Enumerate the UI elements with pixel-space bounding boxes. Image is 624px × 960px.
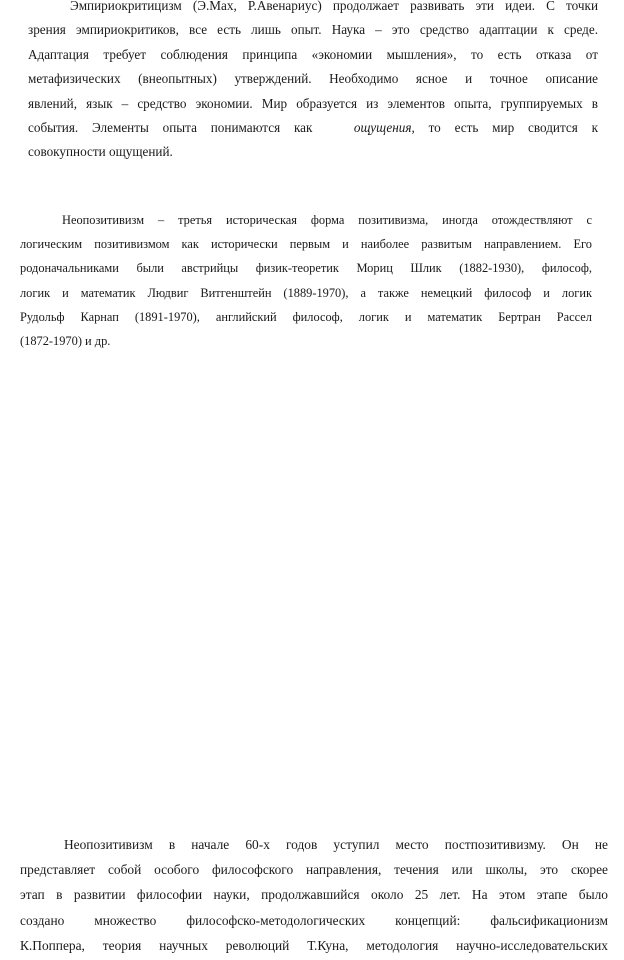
text-line: Неопозитивизм – третья историческая форма позитивизма, иногда отождествляют с	[62, 213, 592, 227]
text-line: (1872-1970) и др.	[20, 334, 111, 349]
text-line: зрения эмпириокритиков, все есть лишь опыт. Наука – это средство адаптации к среде.	[28, 22, 598, 38]
text-line: совокупности ощущений.	[28, 144, 173, 160]
text-line: создано множество философско-методологических концепций: фальсификационизм	[20, 912, 608, 928]
paragraph-postpositivism	[20, 832, 608, 958]
text-line: Адаптация требует соблюдения принципа «экономии мышления», то есть отказа от	[28, 46, 598, 62]
text-line: родоначальниками были австрийцы физик-теоретик Мориц Шлик (1882-1930), философ,	[20, 261, 592, 276]
text-line: метафизических (внеопытных) утверждений. Необходимо ясное и точное описание	[28, 71, 598, 87]
paragraph-neopositivism-intro	[20, 208, 592, 353]
text-line: К.Поппера, теория научных революций Т.Куна, методология научно-исследовательских	[20, 937, 608, 953]
paragraph-empiriocriticism	[28, 0, 598, 165]
text-line: этап в развитии философии науки, продолжавшийся около 25 лет. На этом этапе было	[20, 887, 608, 903]
text-line: логическим позитивизмом как исторически первым и наиболее развитым направлением. Его	[20, 237, 592, 252]
text-line: Эмпириокритицизм (Э.Мах, Р.Авенариус) продолжает развивать эти идеи. С точки	[70, 0, 598, 13]
text-line: Рудольф Карнап (1891-1970), английский философ, логик и математик Бертран Рассел	[20, 309, 592, 324]
text-line: представляет собой особого философского направления, течения или школы, это скорее	[20, 862, 608, 878]
text-fragment: события. Элементы опыта понимаются как	[28, 120, 313, 136]
text-line: явлений, язык – средство экономии. Мир образуется из элементов опыта, группируемых в	[28, 95, 598, 111]
emphasized-term: ощущения	[353, 120, 412, 136]
text-line-with-emphasis	[28, 116, 598, 140]
text-line: логик и математик Людвиг Витгенштейн (1889-1970), а также немецкий философ и логик	[20, 285, 592, 300]
text-line: Неопозитивизм в начале 60-х годов уступил место постпозитивизму. Он не	[64, 837, 608, 852]
text-fragment: , то есть мир сводится к	[411, 120, 599, 136]
